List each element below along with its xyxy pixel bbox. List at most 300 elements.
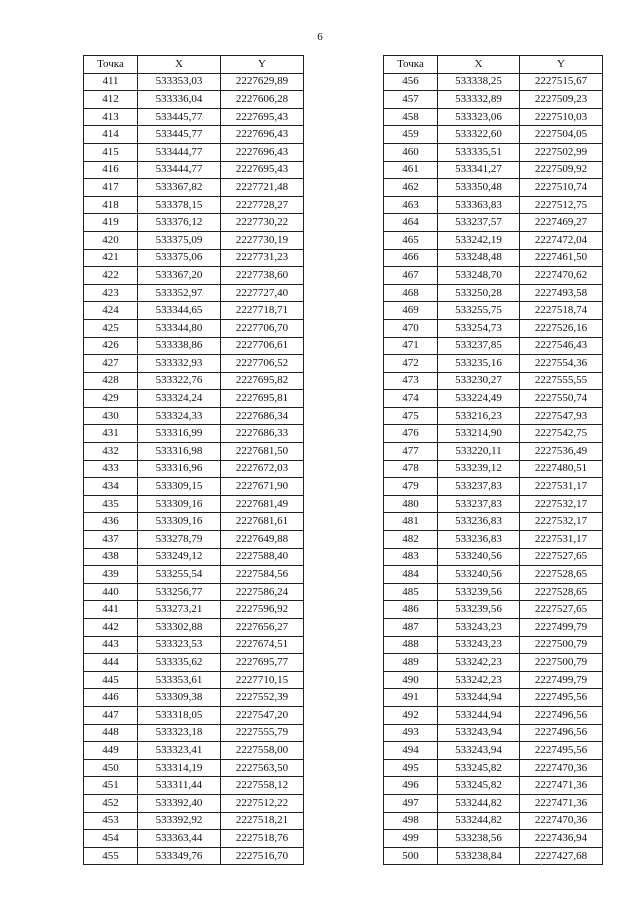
cell-y: 2227496,56 bbox=[520, 706, 603, 724]
cell-x: 533238,56 bbox=[438, 830, 520, 848]
table-row bbox=[84, 302, 304, 320]
table-row bbox=[384, 214, 603, 232]
cell-y: 2227727,40 bbox=[221, 284, 304, 302]
cell-point: 449 bbox=[84, 742, 138, 760]
cell-y: 2227547,93 bbox=[520, 407, 603, 425]
cell-point: 498 bbox=[384, 812, 438, 830]
table-row bbox=[84, 654, 304, 672]
table-row bbox=[84, 689, 304, 707]
cell-point: 457 bbox=[384, 91, 438, 109]
cell-point: 491 bbox=[384, 689, 438, 707]
cell-point: 468 bbox=[384, 284, 438, 302]
cell-point: 447 bbox=[84, 706, 138, 724]
cell-y: 2227649,88 bbox=[221, 531, 304, 549]
cell-point: 474 bbox=[384, 390, 438, 408]
cell-y: 2227558,00 bbox=[221, 742, 304, 760]
cell-y: 2227471,36 bbox=[520, 777, 603, 795]
cell-y: 2227629,89 bbox=[221, 73, 304, 91]
cell-x: 533242,19 bbox=[438, 231, 520, 249]
cell-y: 2227606,28 bbox=[221, 91, 304, 109]
cell-x: 533316,98 bbox=[138, 443, 221, 461]
coordinates-table-right bbox=[383, 55, 603, 865]
cell-x: 533250,28 bbox=[438, 284, 520, 302]
cell-point: 455 bbox=[84, 847, 138, 865]
cell-point: 424 bbox=[84, 302, 138, 320]
cell-point: 440 bbox=[84, 583, 138, 601]
cell-point: 415 bbox=[84, 143, 138, 161]
cell-x: 533335,62 bbox=[138, 654, 221, 672]
table-row bbox=[384, 443, 603, 461]
cell-x: 533235,16 bbox=[438, 355, 520, 373]
table-row bbox=[384, 126, 603, 144]
cell-y: 2227584,56 bbox=[221, 566, 304, 584]
cell-point: 470 bbox=[384, 319, 438, 337]
cell-x: 533336,04 bbox=[138, 91, 221, 109]
cell-point: 436 bbox=[84, 513, 138, 531]
table-row bbox=[84, 267, 304, 285]
cell-point: 473 bbox=[384, 372, 438, 390]
cell-y: 2227499,79 bbox=[520, 671, 603, 689]
coordinates-table-left bbox=[83, 55, 304, 865]
table-row bbox=[84, 531, 304, 549]
cell-x: 533244,82 bbox=[438, 794, 520, 812]
cell-point: 494 bbox=[384, 742, 438, 760]
table-row bbox=[84, 196, 304, 214]
cell-x: 533240,56 bbox=[438, 566, 520, 584]
cell-x: 533309,38 bbox=[138, 689, 221, 707]
cell-point: 500 bbox=[384, 847, 438, 865]
table-row bbox=[384, 249, 603, 267]
table-row bbox=[84, 671, 304, 689]
cell-y: 2227526,16 bbox=[520, 319, 603, 337]
cell-point: 438 bbox=[84, 548, 138, 566]
table-row bbox=[384, 495, 603, 513]
cell-point: 413 bbox=[84, 108, 138, 126]
table-row bbox=[384, 794, 603, 812]
cell-x: 533375,06 bbox=[138, 249, 221, 267]
cell-x: 533239,56 bbox=[438, 601, 520, 619]
cell-y: 2227461,50 bbox=[520, 249, 603, 267]
header-y: Y bbox=[221, 56, 304, 74]
cell-x: 533302,88 bbox=[138, 619, 221, 637]
cell-y: 2227696,43 bbox=[221, 126, 304, 144]
cell-y: 2227681,50 bbox=[221, 443, 304, 461]
table-row bbox=[384, 284, 603, 302]
table-row bbox=[84, 566, 304, 584]
table-row bbox=[84, 777, 304, 795]
cell-y: 2227515,67 bbox=[520, 73, 603, 91]
cell-y: 2227546,43 bbox=[520, 337, 603, 355]
cell-x: 533239,56 bbox=[438, 583, 520, 601]
cell-point: 443 bbox=[84, 636, 138, 654]
cell-y: 2227500,79 bbox=[520, 654, 603, 672]
cell-point: 460 bbox=[384, 143, 438, 161]
cell-y: 2227555,79 bbox=[221, 724, 304, 742]
cell-point: 442 bbox=[84, 619, 138, 637]
cell-x: 533255,54 bbox=[138, 566, 221, 584]
cell-y: 2227499,79 bbox=[520, 619, 603, 637]
table-row bbox=[384, 671, 603, 689]
table-row bbox=[84, 619, 304, 637]
table-row bbox=[384, 830, 603, 848]
cell-x: 533363,44 bbox=[138, 830, 221, 848]
table-row bbox=[84, 126, 304, 144]
cell-y: 2227706,52 bbox=[221, 355, 304, 373]
table-row bbox=[384, 355, 603, 373]
cell-x: 533367,82 bbox=[138, 179, 221, 197]
cell-x: 533240,56 bbox=[438, 548, 520, 566]
table-row bbox=[384, 548, 603, 566]
table-row bbox=[84, 478, 304, 496]
table-row bbox=[84, 319, 304, 337]
cell-x: 533349,76 bbox=[138, 847, 221, 865]
cell-x: 533363,83 bbox=[438, 196, 520, 214]
cell-point: 488 bbox=[384, 636, 438, 654]
cell-point: 432 bbox=[84, 443, 138, 461]
cell-y: 2227672,03 bbox=[221, 460, 304, 478]
cell-point: 495 bbox=[384, 759, 438, 777]
table-row bbox=[84, 231, 304, 249]
cell-y: 2227542,75 bbox=[520, 425, 603, 443]
cell-y: 2227518,21 bbox=[221, 812, 304, 830]
cell-x: 533248,70 bbox=[438, 267, 520, 285]
cell-y: 2227695,43 bbox=[221, 108, 304, 126]
cell-x: 533318,05 bbox=[138, 706, 221, 724]
cell-x: 533324,24 bbox=[138, 390, 221, 408]
cell-y: 2227536,49 bbox=[520, 443, 603, 461]
table-body-left bbox=[84, 73, 304, 865]
table-row bbox=[84, 794, 304, 812]
cell-point: 454 bbox=[84, 830, 138, 848]
cell-y: 2227721,48 bbox=[221, 179, 304, 197]
cell-point: 445 bbox=[84, 671, 138, 689]
cell-point: 497 bbox=[384, 794, 438, 812]
cell-y: 2227681,61 bbox=[221, 513, 304, 531]
cell-point: 461 bbox=[384, 161, 438, 179]
header-x: X bbox=[138, 56, 221, 74]
cell-point: 465 bbox=[384, 231, 438, 249]
cell-point: 480 bbox=[384, 495, 438, 513]
cell-y: 2227730,22 bbox=[221, 214, 304, 232]
cell-x: 533220,11 bbox=[438, 443, 520, 461]
cell-point: 479 bbox=[384, 478, 438, 496]
table-row bbox=[384, 636, 603, 654]
table-row bbox=[84, 724, 304, 742]
cell-point: 414 bbox=[84, 126, 138, 144]
cell-x: 533344,65 bbox=[138, 302, 221, 320]
cell-x: 533392,92 bbox=[138, 812, 221, 830]
cell-point: 481 bbox=[384, 513, 438, 531]
cell-point: 446 bbox=[84, 689, 138, 707]
table-row bbox=[84, 73, 304, 91]
cell-y: 2227695,81 bbox=[221, 390, 304, 408]
cell-x: 533243,94 bbox=[438, 742, 520, 760]
cell-x: 533248,48 bbox=[438, 249, 520, 267]
table-row bbox=[84, 706, 304, 724]
cell-x: 533353,03 bbox=[138, 73, 221, 91]
cell-point: 472 bbox=[384, 355, 438, 373]
table-row bbox=[384, 161, 603, 179]
cell-point: 499 bbox=[384, 830, 438, 848]
cell-point: 439 bbox=[84, 566, 138, 584]
cell-x: 533392,40 bbox=[138, 794, 221, 812]
table-row bbox=[84, 847, 304, 865]
table-row bbox=[84, 214, 304, 232]
table-row bbox=[384, 724, 603, 742]
cell-x: 533311,44 bbox=[138, 777, 221, 795]
table-header-row bbox=[384, 56, 603, 74]
cell-point: 452 bbox=[84, 794, 138, 812]
cell-x: 533236,83 bbox=[438, 531, 520, 549]
cell-y: 2227472,04 bbox=[520, 231, 603, 249]
cell-x: 533332,89 bbox=[438, 91, 520, 109]
cell-x: 533324,33 bbox=[138, 407, 221, 425]
table-row bbox=[84, 108, 304, 126]
table-row bbox=[384, 302, 603, 320]
cell-y: 2227695,43 bbox=[221, 161, 304, 179]
cell-point: 483 bbox=[384, 548, 438, 566]
cell-x: 533237,85 bbox=[438, 337, 520, 355]
cell-x: 533245,82 bbox=[438, 777, 520, 795]
cell-x: 533338,25 bbox=[438, 73, 520, 91]
cell-y: 2227516,70 bbox=[221, 847, 304, 865]
cell-y: 2227554,36 bbox=[520, 355, 603, 373]
cell-point: 462 bbox=[384, 179, 438, 197]
cell-point: 427 bbox=[84, 355, 138, 373]
cell-y: 2227527,65 bbox=[520, 548, 603, 566]
cell-y: 2227671,90 bbox=[221, 478, 304, 496]
table-row bbox=[384, 108, 603, 126]
table-row bbox=[384, 777, 603, 795]
cell-point: 493 bbox=[384, 724, 438, 742]
cell-y: 2227728,27 bbox=[221, 196, 304, 214]
cell-y: 2227470,36 bbox=[520, 812, 603, 830]
cell-x: 533445,77 bbox=[138, 126, 221, 144]
cell-point: 464 bbox=[384, 214, 438, 232]
cell-x: 533278,79 bbox=[138, 531, 221, 549]
cell-x: 533224,49 bbox=[438, 390, 520, 408]
cell-point: 420 bbox=[84, 231, 138, 249]
cell-point: 425 bbox=[84, 319, 138, 337]
cell-x: 533309,16 bbox=[138, 495, 221, 513]
table-row bbox=[384, 619, 603, 637]
cell-y: 2227512,22 bbox=[221, 794, 304, 812]
scan-speck bbox=[541, 864, 542, 865]
table-row bbox=[84, 337, 304, 355]
table-row bbox=[384, 143, 603, 161]
cell-point: 431 bbox=[84, 425, 138, 443]
cell-x: 533444,77 bbox=[138, 143, 221, 161]
cell-point: 411 bbox=[84, 73, 138, 91]
table-row bbox=[384, 337, 603, 355]
cell-point: 487 bbox=[384, 619, 438, 637]
cell-x: 533350,48 bbox=[438, 179, 520, 197]
cell-x: 533244,94 bbox=[438, 689, 520, 707]
cell-y: 2227695,77 bbox=[221, 654, 304, 672]
cell-point: 492 bbox=[384, 706, 438, 724]
table-row bbox=[84, 372, 304, 390]
cell-point: 484 bbox=[384, 566, 438, 584]
cell-point: 412 bbox=[84, 91, 138, 109]
cell-point: 419 bbox=[84, 214, 138, 232]
cell-x: 533332,93 bbox=[138, 355, 221, 373]
cell-x: 533237,83 bbox=[438, 478, 520, 496]
cell-y: 2227550,74 bbox=[520, 390, 603, 408]
cell-point: 423 bbox=[84, 284, 138, 302]
cell-x: 533309,16 bbox=[138, 513, 221, 531]
table-row bbox=[384, 179, 603, 197]
cell-y: 2227471,36 bbox=[520, 794, 603, 812]
cell-y: 2227500,79 bbox=[520, 636, 603, 654]
table-row bbox=[384, 196, 603, 214]
table-row bbox=[84, 759, 304, 777]
cell-x: 533216,23 bbox=[438, 407, 520, 425]
cell-point: 450 bbox=[84, 759, 138, 777]
table-row bbox=[384, 267, 603, 285]
cell-point: 458 bbox=[384, 108, 438, 126]
cell-point: 428 bbox=[84, 372, 138, 390]
table-row bbox=[384, 425, 603, 443]
cell-y: 2227563,50 bbox=[221, 759, 304, 777]
cell-x: 533378,15 bbox=[138, 196, 221, 214]
cell-point: 437 bbox=[84, 531, 138, 549]
cell-y: 2227695,82 bbox=[221, 372, 304, 390]
cell-x: 533230,27 bbox=[438, 372, 520, 390]
table-row bbox=[384, 91, 603, 109]
cell-x: 533243,94 bbox=[438, 724, 520, 742]
cell-point: 459 bbox=[384, 126, 438, 144]
cell-y: 2227706,70 bbox=[221, 319, 304, 337]
table-row bbox=[384, 812, 603, 830]
table-row bbox=[384, 689, 603, 707]
cell-y: 2227552,39 bbox=[221, 689, 304, 707]
cell-y: 2227555,55 bbox=[520, 372, 603, 390]
cell-y: 2227495,56 bbox=[520, 742, 603, 760]
cell-x: 533242,23 bbox=[438, 671, 520, 689]
cell-x: 533323,53 bbox=[138, 636, 221, 654]
cell-point: 444 bbox=[84, 654, 138, 672]
table-row bbox=[84, 513, 304, 531]
cell-x: 533245,82 bbox=[438, 759, 520, 777]
cell-point: 463 bbox=[384, 196, 438, 214]
cell-point: 418 bbox=[84, 196, 138, 214]
cell-x: 533237,83 bbox=[438, 495, 520, 513]
cell-x: 533375,09 bbox=[138, 231, 221, 249]
cell-point: 422 bbox=[84, 267, 138, 285]
cell-x: 533242,23 bbox=[438, 654, 520, 672]
table-row bbox=[84, 143, 304, 161]
table-row bbox=[384, 531, 603, 549]
cell-point: 441 bbox=[84, 601, 138, 619]
table-row bbox=[384, 73, 603, 91]
cell-point: 477 bbox=[384, 443, 438, 461]
cell-point: 434 bbox=[84, 478, 138, 496]
cell-x: 533323,06 bbox=[438, 108, 520, 126]
cell-point: 456 bbox=[384, 73, 438, 91]
table-row bbox=[84, 460, 304, 478]
table-row bbox=[384, 478, 603, 496]
cell-x: 533367,20 bbox=[138, 267, 221, 285]
cell-y: 2227588,40 bbox=[221, 548, 304, 566]
cell-y: 2227674,51 bbox=[221, 636, 304, 654]
cell-y: 2227510,74 bbox=[520, 179, 603, 197]
cell-y: 2227596,92 bbox=[221, 601, 304, 619]
table-header-row bbox=[84, 56, 304, 74]
table-row bbox=[84, 443, 304, 461]
cell-y: 2227518,76 bbox=[221, 830, 304, 848]
cell-point: 416 bbox=[84, 161, 138, 179]
cell-y: 2227532,17 bbox=[520, 513, 603, 531]
cell-y: 2227509,92 bbox=[520, 161, 603, 179]
cell-y: 2227681,49 bbox=[221, 495, 304, 513]
table-row bbox=[84, 284, 304, 302]
cell-x: 533444,77 bbox=[138, 161, 221, 179]
table-body-right bbox=[384, 73, 603, 865]
header-x: X bbox=[438, 56, 520, 74]
cell-y: 2227656,27 bbox=[221, 619, 304, 637]
table-row bbox=[384, 759, 603, 777]
table-row bbox=[84, 249, 304, 267]
cell-y: 2227510,03 bbox=[520, 108, 603, 126]
table-row bbox=[84, 161, 304, 179]
cell-x: 533214,90 bbox=[438, 425, 520, 443]
cell-y: 2227470,36 bbox=[520, 759, 603, 777]
cell-y: 2227558,12 bbox=[221, 777, 304, 795]
cell-point: 433 bbox=[84, 460, 138, 478]
cell-y: 2227512,75 bbox=[520, 196, 603, 214]
cell-point: 451 bbox=[84, 777, 138, 795]
cell-y: 2227496,56 bbox=[520, 724, 603, 742]
cell-y: 2227706,61 bbox=[221, 337, 304, 355]
cell-y: 2227495,56 bbox=[520, 689, 603, 707]
cell-point: 430 bbox=[84, 407, 138, 425]
cell-y: 2227710,15 bbox=[221, 671, 304, 689]
cell-y: 2227731,23 bbox=[221, 249, 304, 267]
cell-point: 426 bbox=[84, 337, 138, 355]
table-row bbox=[384, 583, 603, 601]
table-row bbox=[384, 566, 603, 584]
cell-point: 429 bbox=[84, 390, 138, 408]
cell-point: 453 bbox=[84, 812, 138, 830]
table-row bbox=[84, 425, 304, 443]
cell-point: 471 bbox=[384, 337, 438, 355]
cell-y: 2227504,05 bbox=[520, 126, 603, 144]
cell-x: 533352,97 bbox=[138, 284, 221, 302]
table-row bbox=[384, 319, 603, 337]
table-row bbox=[84, 548, 304, 566]
cell-y: 2227527,65 bbox=[520, 601, 603, 619]
cell-point: 490 bbox=[384, 671, 438, 689]
cell-point: 496 bbox=[384, 777, 438, 795]
cell-y: 2227480,51 bbox=[520, 460, 603, 478]
cell-y: 2227469,27 bbox=[520, 214, 603, 232]
table-row bbox=[84, 636, 304, 654]
table-row bbox=[384, 742, 603, 760]
cell-x: 533322,60 bbox=[438, 126, 520, 144]
table-row bbox=[84, 583, 304, 601]
cell-y: 2227531,17 bbox=[520, 478, 603, 496]
cell-y: 2227493,58 bbox=[520, 284, 603, 302]
cell-point: 485 bbox=[384, 583, 438, 601]
cell-point: 478 bbox=[384, 460, 438, 478]
cell-x: 533273,21 bbox=[138, 601, 221, 619]
cell-x: 533376,12 bbox=[138, 214, 221, 232]
cell-y: 2227686,34 bbox=[221, 407, 304, 425]
cell-point: 467 bbox=[384, 267, 438, 285]
table-row bbox=[384, 654, 603, 672]
cell-x: 533236,83 bbox=[438, 513, 520, 531]
cell-point: 482 bbox=[384, 531, 438, 549]
